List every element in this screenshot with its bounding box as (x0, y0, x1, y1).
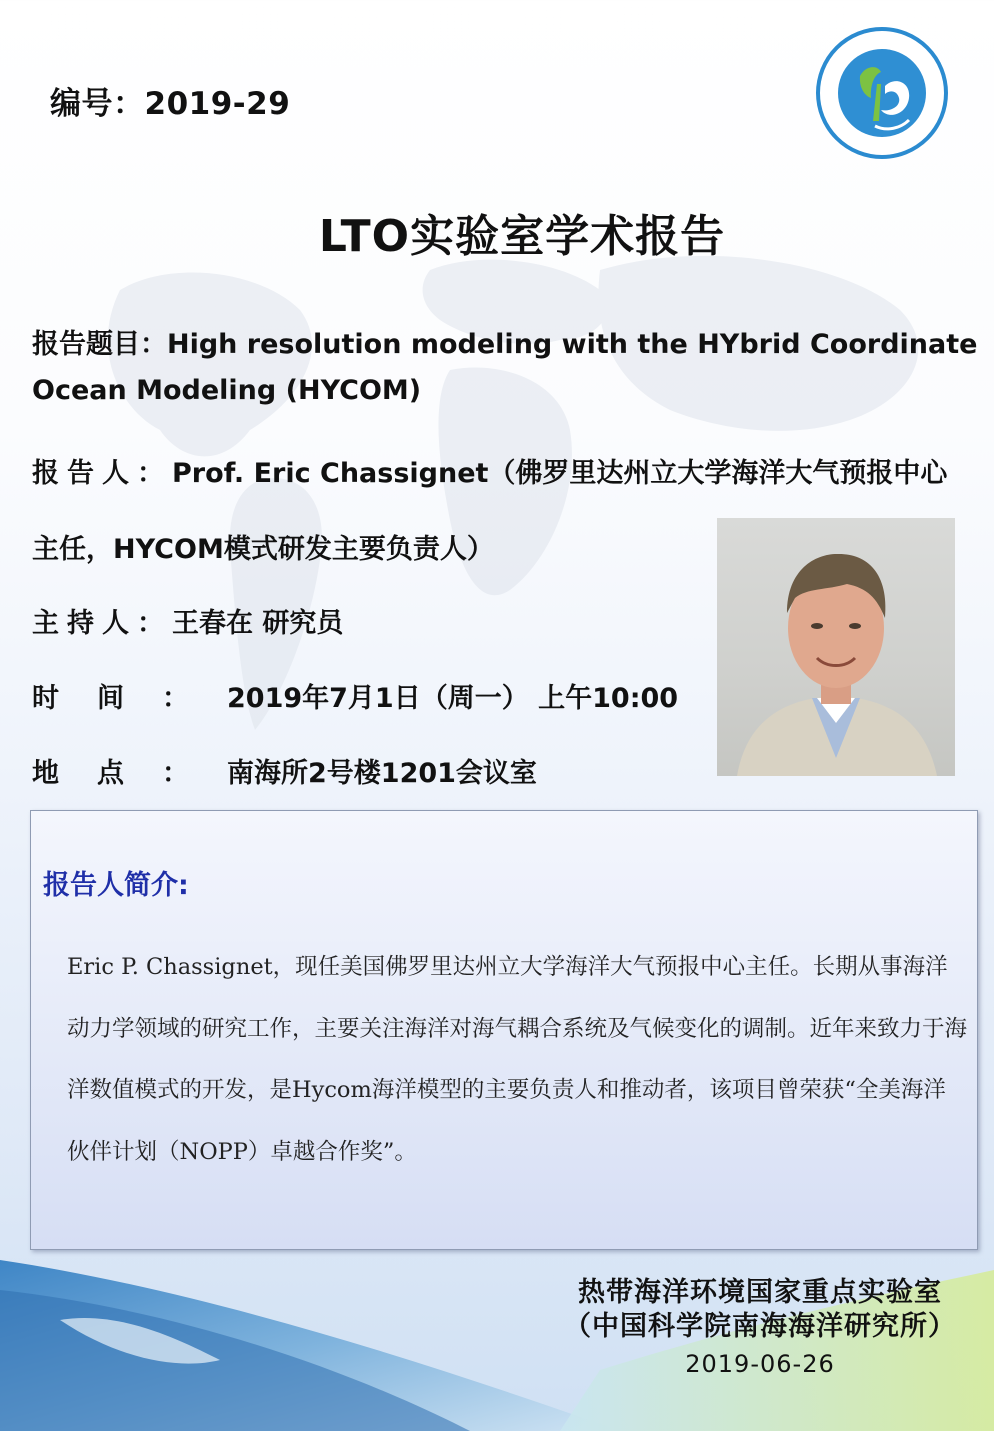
page-title: LTO实验室学术报告 (318, 211, 726, 262)
speaker-line-1 (32, 451, 947, 490)
bio-text: Eric P. Chassignet，现任美国佛罗里达州立大学海洋大气预报中心主任。长期从事海洋动力学领域的研究工作，主要关注海洋对海气耦合系统及气候变化的调制。近年来致力于海洋数值模式的开发，是Hycom海洋模型的主要负责人和推动者，该项目曾荣获“全美海洋伙伴计划（NOPP）卓越合作奖”。 (67, 954, 968, 1165)
bio-heading: 报告人简介: (43, 870, 189, 901)
footer-org-line-2: （中国科学院南海海洋研究所） (564, 1311, 956, 1342)
topic-value-2: Ocean Modeling (HYCOM) (32, 375, 422, 406)
lab-logo (815, 26, 949, 160)
place-line (32, 751, 537, 790)
document-number: 编号：2019-29 (50, 86, 291, 122)
speaker-bio-panel (30, 810, 978, 1250)
host-line (32, 601, 343, 640)
topic-line-1 (32, 322, 977, 361)
footer-date: 2019-06-26 (685, 1350, 835, 1378)
place-value: 南海所2号楼1201会议室 (227, 758, 537, 789)
speaker-photo (717, 518, 955, 776)
speaker-value-2: 主任，HYCOM模式研发主要负责人） (32, 534, 494, 565)
host-label: 主持人： (32, 608, 172, 639)
speaker-label: 报告人： (32, 458, 172, 489)
topic-label: 报告题目： (32, 329, 167, 360)
footer-organizer (560, 1276, 960, 1382)
speaker-value-1: Prof. Eric Chassignet（佛罗里达州立大学海洋大气预报中心 (172, 458, 948, 489)
footer-org-line-1: 热带海洋环境国家重点实验室 (578, 1277, 942, 1308)
host-value: 王春在 研究员 (172, 608, 344, 639)
time-label: 时间： (32, 683, 227, 714)
topic-value-1: High resolution modeling with the HYbrid Coordinate (167, 329, 978, 360)
place-label: 地点： (32, 758, 227, 789)
time-value: 2019年7月1日（周一） 上午10:00 (227, 683, 679, 714)
time-line (32, 676, 678, 715)
